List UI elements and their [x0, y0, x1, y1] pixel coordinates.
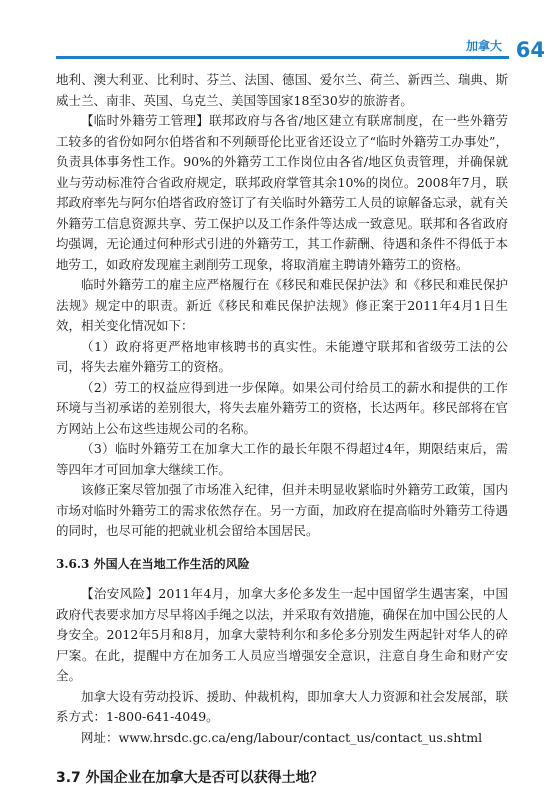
paragraph-labour-contact: 加拿大设有劳动投诉、援助、仲裁机构，即加拿大人力资源和社会发展部，联系方式：1-800-641-4049。: [56, 688, 508, 724]
page-body: [56, 70, 508, 789]
paragraph-employer-duties: 临时外籍劳工的雇主应严格履行在《移民和难民保护法》和《移民和难民保护法规》规定中的职责。新近《移民和难民保护法规》修正案于2011年4月1日生效，相关变化情况如下：: [56, 277, 508, 333]
paragraph-change-2: （2）劳工的权益应得到进一步保障。如果公司付给员工的薪水和提供的工作环境与当初承诺的差别很大，将失去雇外籍劳工的资格，长达两年。移民部将在官方网站上公布这些违规公司的名称。: [56, 379, 508, 436]
header-rule: [56, 56, 509, 59]
page-number: 64: [515, 38, 545, 62]
paragraph-website-url: 网址：www.hrsdc.gc.ca/eng/labour/contact_us/contact_us.shtml: [81, 729, 483, 745]
paragraph-visa-countries: 地利、澳大利亚、比利时、芬兰、法国、德国、爱尔兰、荷兰、新西兰、瑞典、斯威士兰、南非、英国、乌克兰、美国等国家18至30岁的旅游者。: [56, 72, 508, 108]
section-heading-3-6-3: 3.6.3 外国人在当地工作生活的风险: [56, 556, 250, 571]
paragraph-amendment-effect: 该修正案尽管加强了市场准入纪律，但并未明显收紧临时外籍劳工政策，国内市场对临时外籍劳工的需求依然存在。另一方面，加政府在提高临时外籍劳工待遇的同时，也尽可能的把就业机会留给本国居民。: [56, 482, 508, 538]
paragraph-temp-worker-management: 【临时外籍劳工管理】联邦政府与各省/地区建立有联席制度，在一些外籍劳工较多的省份如阿尔伯塔省和不列颠哥伦比亚省还设立了“临时外籍劳工办事处”，负责具体事务性工作。90%的外籍劳工工作岗位由各省/地区负责管理，并确保就业与劳动标准符合省政府规定，联邦政府掌管其余10%的岗位。2008年7月，联邦政府率先与阿尔伯塔省政府签订了有关临时外籍劳工人员的谅解备忘录，就有关外籍劳工信息资源共享、劳工保护以及工作条件等达成一致意见。联邦和各省政府均强调，无论通过何种形式引进的外籍劳工，其工作薪酬、待遇和条件不得低于本地劳工，如政府发现雇主剥削劳工现象，将取消雇主聘请外籍劳工的资格。: [56, 113, 508, 272]
section-heading-3-7: 3.7 外国企业在加拿大是否可以获得土地？: [56, 770, 324, 786]
section-label: 加拿大: [465, 39, 502, 53]
paragraph-change-1: （1）政府将更严格地审核聘书的真实性。未能遵守联邦和省级劳工法的公司，将失去雇外籍劳工的资格。: [56, 338, 508, 374]
paragraph-security-risk: 【治安风险】2011年4月，加拿大多伦多发生一起中国留学生遇害案，中国政府代表要求加方尽早将凶手绳之以法，并采取有效措施，确保在加中国公民的人身安全。2012年5月和8月，加拿大蒙特利尔和多伦多分别发生两起针对华人的碎尸案。在此，提醒中方在加务工人员应当增强安全意识，注意自身生命和财产安全。: [56, 586, 508, 683]
paragraph-change-3: （3）临时外籍劳工在加拿大工作的最长年限不得超过4年，期限结束后，需等四年才可回加拿大继续工作。: [56, 441, 508, 477]
